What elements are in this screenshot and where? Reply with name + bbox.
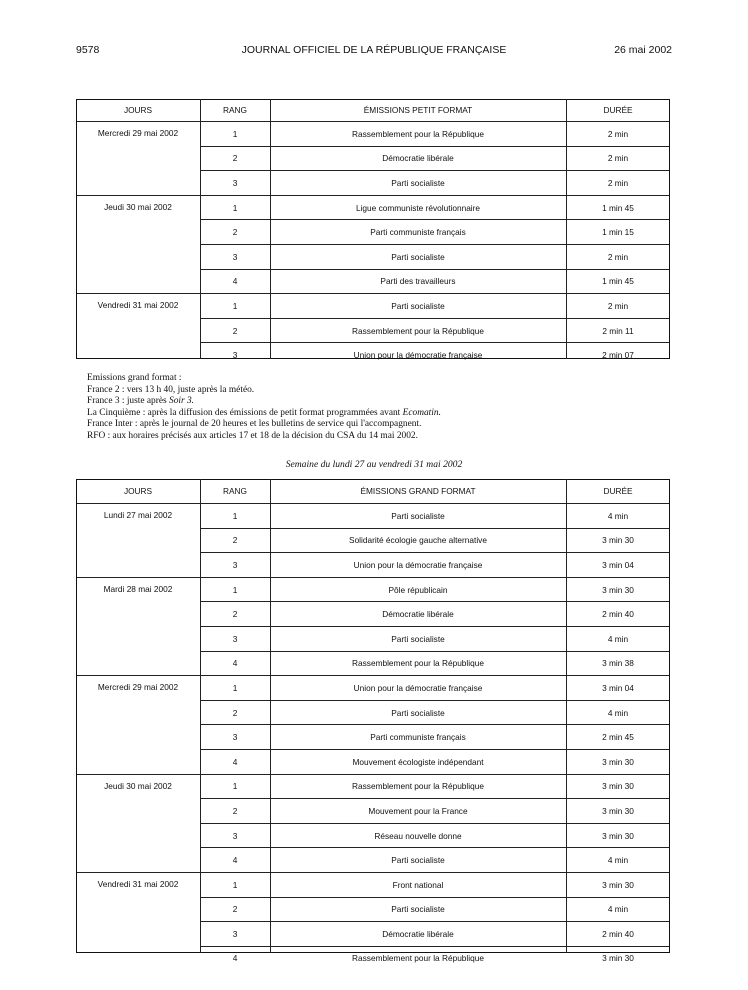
- column-header: RANG: [200, 99, 270, 122]
- emission-cell: Mouvement écologiste indépendant: [270, 749, 566, 774]
- column-divider: [200, 99, 201, 359]
- rang-cell: 1: [200, 294, 270, 319]
- duree-cell: 4 min: [566, 504, 670, 529]
- notes-line: France Inter : après le journal de 20 heures et les bulletins de service qui l'accompagnent.: [87, 419, 422, 430]
- rang-cell: 1: [200, 122, 270, 147]
- rang-cell: 3: [200, 553, 270, 578]
- duree-cell: 1 min 45: [566, 195, 670, 220]
- journal-title: JOURNAL OFFICIEL DE LA RÉPUBLIQUE FRANÇAISE: [241, 44, 507, 56]
- emission-cell: Parti socialiste: [270, 897, 566, 922]
- rang-cell: 1: [200, 676, 270, 701]
- duree-cell: 2 min: [566, 294, 670, 319]
- rang-cell: 3: [200, 244, 270, 269]
- duree-cell: 2 min 07: [566, 343, 670, 367]
- rang-cell: 2: [200, 700, 270, 725]
- emission-cell: Ligue communiste révolutionnaire: [270, 195, 566, 220]
- rang-cell: 4: [200, 946, 270, 970]
- duree-cell: 3 min 38: [566, 651, 670, 676]
- emission-cell: Parti communiste français: [270, 220, 566, 245]
- emission-cell: Pôle républicain: [270, 577, 566, 602]
- notes-italic: Soir 3.: [169, 396, 195, 407]
- duree-cell: 2 min 40: [566, 602, 670, 627]
- emission-cell: Union pour la démocratie française: [270, 553, 566, 578]
- duree-cell: 3 min 30: [566, 823, 670, 848]
- rang-cell: 1: [200, 195, 270, 220]
- emission-cell: Parti socialiste: [270, 171, 566, 196]
- emission-cell: Réseau nouvelle donne: [270, 823, 566, 848]
- emission-cell: Démocratie libérale: [270, 922, 566, 947]
- day-cell: Vendredi 31 mai 2002: [76, 872, 200, 970]
- week-caption: Semaine du lundi 27 au vendredi 31 mai 2002: [285, 459, 463, 470]
- rang-cell: 2: [200, 318, 270, 343]
- day-cell: Lundi 27 mai 2002: [76, 504, 200, 578]
- emission-cell: Parti communiste français: [270, 725, 566, 750]
- rang-cell: 2: [200, 528, 270, 553]
- rang-cell: 2: [200, 146, 270, 171]
- rang-cell: 3: [200, 343, 270, 367]
- emission-cell: Parti socialiste: [270, 700, 566, 725]
- rang-cell: 3: [200, 823, 270, 848]
- duree-cell: 3 min 30: [566, 872, 670, 897]
- emission-cell: Rassemblement pour la République: [270, 651, 566, 676]
- rang-cell: 4: [200, 848, 270, 873]
- duree-cell: 3 min 30: [566, 774, 670, 799]
- duree-cell: 4 min: [566, 897, 670, 922]
- notes-line: [87, 396, 647, 408]
- duree-cell: 2 min: [566, 146, 670, 171]
- rang-cell: 1: [200, 872, 270, 897]
- notes-text: La Cinquième : après la diffusion des émissions de petit format programmées avant: [87, 407, 403, 418]
- day-cell: Jeudi 30 mai 2002: [76, 774, 200, 872]
- rang-cell: 4: [200, 269, 270, 294]
- duree-cell: 2 min 45: [566, 725, 670, 750]
- rang-cell: 1: [200, 504, 270, 529]
- rang-cell: 2: [200, 602, 270, 627]
- rang-cell: 1: [200, 577, 270, 602]
- duree-cell: 2 min 11: [566, 318, 670, 343]
- rang-cell: 3: [200, 922, 270, 947]
- emission-cell: Parti socialiste: [270, 848, 566, 873]
- emission-cell: Parti socialiste: [270, 294, 566, 319]
- emission-cell: Rassemblement pour la République: [270, 774, 566, 799]
- rang-cell: 3: [200, 171, 270, 196]
- column-header: DURÉE: [566, 99, 670, 122]
- table-row: [76, 504, 670, 529]
- table-grand-format: [76, 479, 670, 970]
- emission-cell: Front national: [270, 872, 566, 897]
- emission-cell: Mouvement pour la France: [270, 799, 566, 824]
- rang-cell: 2: [200, 220, 270, 245]
- rang-cell: 1: [200, 774, 270, 799]
- rang-cell: 2: [200, 897, 270, 922]
- duree-cell: 2 min 40: [566, 922, 670, 947]
- notes-line: Emissions grand format :: [87, 373, 182, 383]
- duree-cell: 4 min: [566, 700, 670, 725]
- rang-cell: 3: [200, 725, 270, 750]
- column-header: DURÉE: [566, 479, 670, 504]
- duree-cell: 4 min: [566, 848, 670, 873]
- rang-cell: 2: [200, 799, 270, 824]
- column-header: RANG: [200, 479, 270, 504]
- duree-cell: 3 min 30: [566, 528, 670, 553]
- emission-cell: Parti socialiste: [270, 244, 566, 269]
- day-cell: Jeudi 30 mai 2002: [76, 195, 200, 293]
- column-header: JOURS: [76, 99, 200, 122]
- table-row: [76, 122, 670, 147]
- emission-cell: Rassemblement pour la République: [270, 318, 566, 343]
- column-divider: [200, 479, 201, 953]
- table-row: [76, 676, 670, 701]
- column-divider: [270, 99, 271, 359]
- duree-cell: 3 min 30: [566, 577, 670, 602]
- notes-text: France 3 : juste après: [87, 396, 170, 407]
- duree-cell: 2 min: [566, 244, 670, 269]
- emission-cell: Parti socialiste: [270, 504, 566, 529]
- column-header: ÉMISSIONS GRAND FORMAT: [270, 479, 566, 504]
- rang-cell: 4: [200, 749, 270, 774]
- duree-cell: 1 min 45: [566, 269, 670, 294]
- table-row: [76, 872, 670, 897]
- emission-cell: Rassemblement pour la République: [270, 122, 566, 147]
- duree-cell: 2 min: [566, 171, 670, 196]
- issue-date: 26 mai 2002: [614, 44, 672, 56]
- day-cell: Mercredi 29 mai 2002: [76, 676, 200, 774]
- table-row: [76, 195, 670, 220]
- table-header-row: [76, 479, 670, 504]
- day-cell: Mardi 28 mai 2002: [76, 577, 200, 675]
- duree-cell: 1 min 15: [566, 220, 670, 245]
- emission-cell: Union pour la démocratie française: [270, 676, 566, 701]
- duree-cell: 3 min 30: [566, 799, 670, 824]
- emission-cell: Démocratie libérale: [270, 146, 566, 171]
- emission-cell: Parti socialiste: [270, 626, 566, 651]
- column-divider: [566, 99, 567, 359]
- table-header-row: [76, 99, 670, 122]
- emission-cell: Démocratie libérale: [270, 602, 566, 627]
- duree-cell: 4 min: [566, 626, 670, 651]
- column-header: ÉMISSIONS PETIT FORMAT: [270, 99, 566, 122]
- emission-cell: Parti des travailleurs: [270, 269, 566, 294]
- duree-cell: 3 min 04: [566, 553, 670, 578]
- page-number: 9578: [76, 44, 100, 56]
- table-row: [76, 577, 670, 602]
- broadcast-notes: [87, 373, 647, 443]
- emission-cell: Union pour la démocratie française: [270, 343, 566, 367]
- column-header: JOURS: [76, 479, 200, 504]
- duree-cell: 3 min 30: [566, 749, 670, 774]
- emission-cell: Rassemblement pour la République: [270, 946, 566, 970]
- table-petit-format: [76, 99, 670, 367]
- table-row: [76, 774, 670, 799]
- notes-line: [87, 408, 647, 420]
- notes-line: RFO : aux horaires précisés aux articles 17 et 18 de la décision du CSA du 14 mai 2002.: [87, 430, 418, 441]
- day-cell: Mercredi 29 mai 2002: [76, 122, 200, 196]
- day-cell: Vendredi 31 mai 2002: [76, 294, 200, 367]
- notes-line: France 2 : vers 13 h 40, juste après la météo.: [87, 384, 255, 395]
- column-divider: [270, 479, 271, 953]
- duree-cell: 3 min 30: [566, 946, 670, 970]
- emission-cell: Solidarité écologie gauche alternative: [270, 528, 566, 553]
- notes-italic: Ecomatin.: [402, 407, 441, 418]
- table-row: [76, 294, 670, 319]
- column-divider: [566, 479, 567, 953]
- duree-cell: 2 min: [566, 122, 670, 147]
- rang-cell: 3: [200, 626, 270, 651]
- duree-cell: 3 min 04: [566, 676, 670, 701]
- rang-cell: 4: [200, 651, 270, 676]
